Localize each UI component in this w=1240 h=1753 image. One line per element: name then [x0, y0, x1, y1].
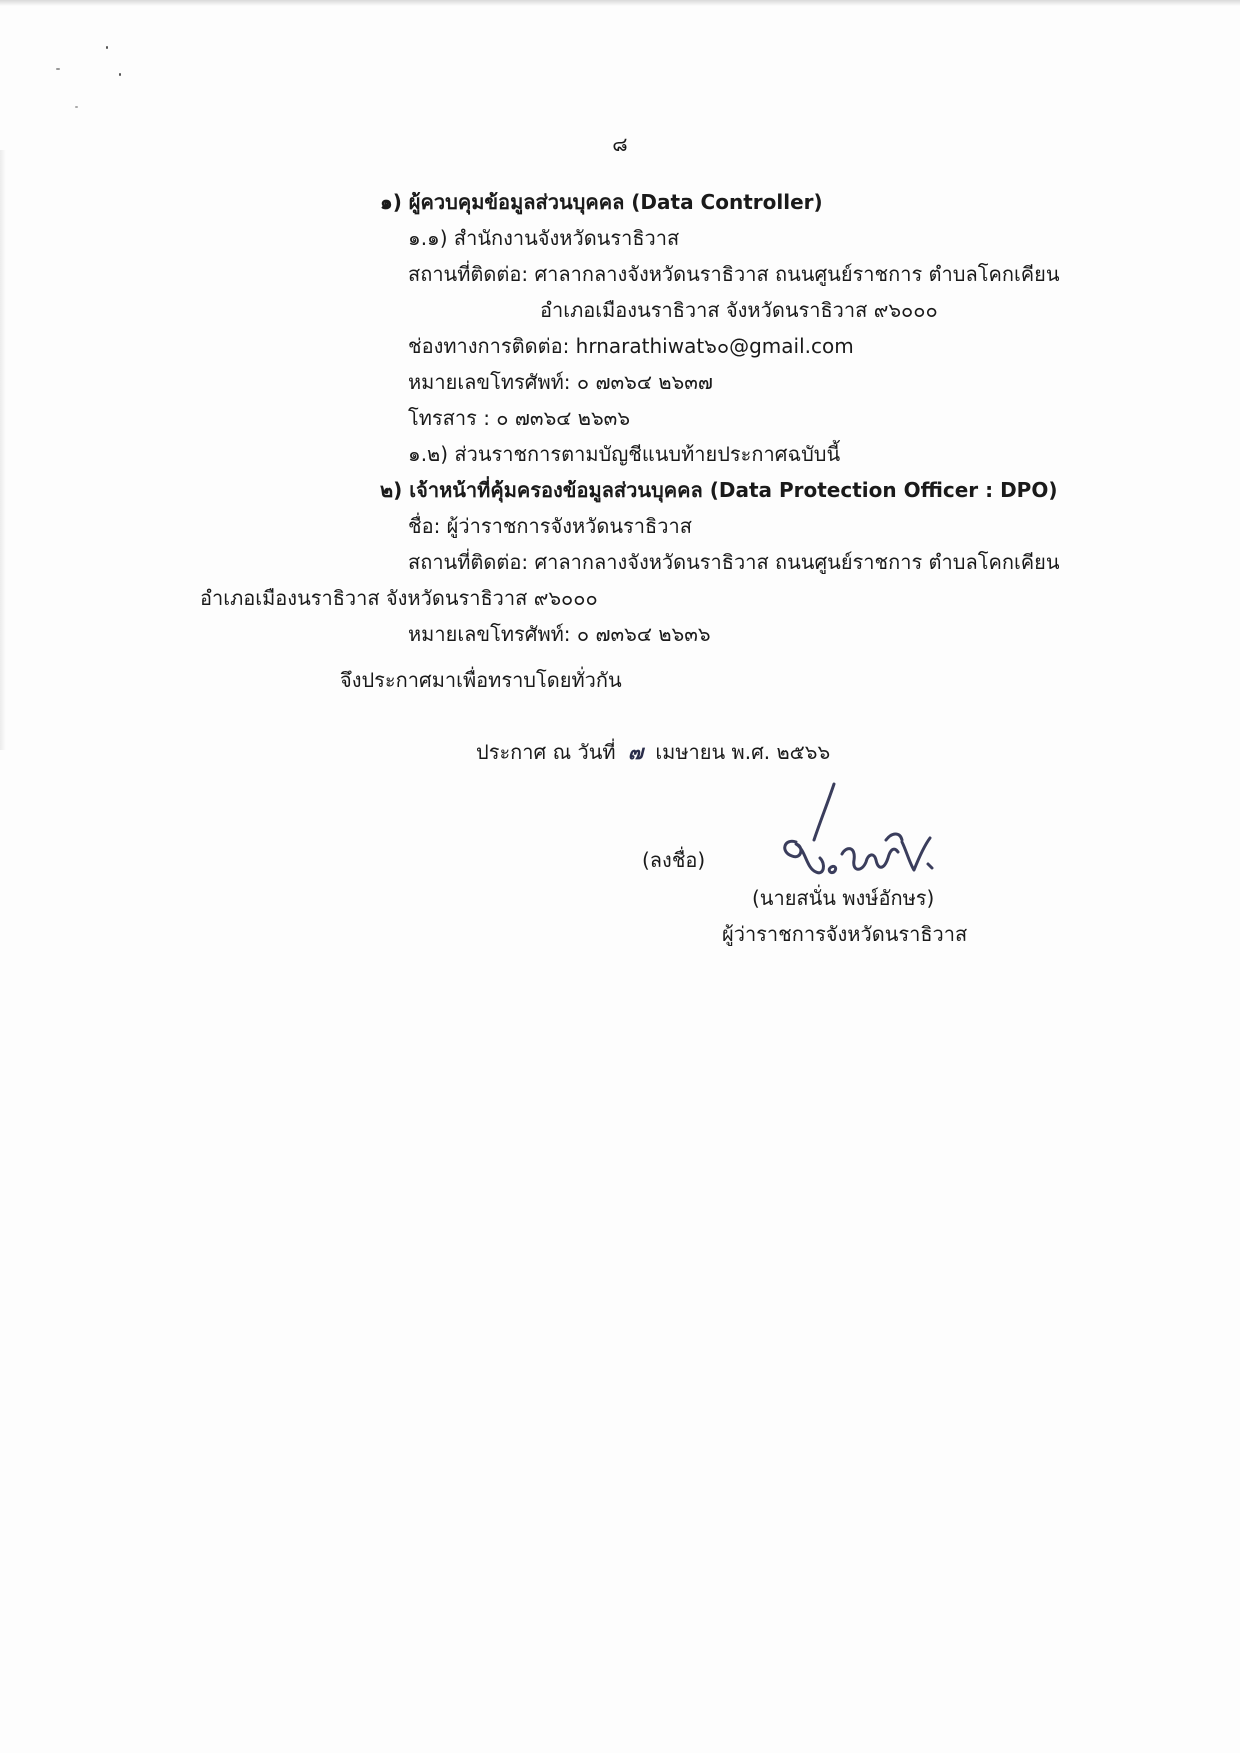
- section2-name: ชื่อ: ผู้ว่าราชการจังหวัดนราธิวาส: [408, 514, 692, 538]
- handwritten-signature: [776, 780, 956, 890]
- date-suffix: เมษายน พ.ศ. ๒๕๖๖: [655, 740, 831, 764]
- section2-phone: หมายเลขโทรศัพท์: ๐ ๗๓๖๔ ๒๖๓๖: [408, 622, 711, 646]
- date-line: [476, 738, 830, 766]
- section1-item-1-2: ๑.๒) ส่วนราชการตามบัญชีแนบท้ายประกาศฉบับนี้: [408, 442, 841, 466]
- scan-speck: [56, 68, 60, 70]
- scan-speck: [106, 46, 108, 49]
- date-day: ๗: [627, 740, 643, 764]
- section1-email: ช่องทางการติดต่อ: hrnarathiwat๖๐@gmail.com: [408, 334, 854, 358]
- scan-speck: [119, 73, 121, 76]
- section1-item-1-1: ๑.๑) สำนักงานจังหวัดนราธิวาส: [408, 226, 680, 250]
- section1-address-cont: อำเภอเมืองนราธิวาส จังหวัดนราธิวาส ๙๖๐๐๐: [540, 298, 938, 322]
- scan-edge-left: [0, 150, 6, 750]
- section1-heading: ๑) ผู้ควบคุมข้อมูลส่วนบุคคล (Data Controller): [380, 190, 823, 214]
- page-number: ๘: [612, 132, 628, 156]
- date-prefix: ประกาศ ณ วันที่: [476, 740, 616, 764]
- closing-statement: จึงประกาศมาเพื่อทราบโดยทั่วกัน: [340, 668, 622, 692]
- section1-phone: หมายเลขโทรศัพท์: ๐ ๗๓๖๔ ๒๖๓๗: [408, 370, 713, 394]
- section2-heading: ๒) เจ้าหน้าที่คุ้มครองข้อมูลส่วนบุคคล (Data Protection Officer : DPO): [380, 478, 1058, 502]
- section1-address: สถานที่ติดต่อ: ศาลากลางจังหวัดนราธิวาส ถนนศูนย์ราชการ ตำบลโคกเคียน: [408, 262, 1060, 286]
- section2-address: สถานที่ติดต่อ: ศาลากลางจังหวัดนราธิวาส ถนนศูนย์ราชการ ตำบลโคกเคียน: [408, 550, 1060, 574]
- section1-fax: โทรสาร : ๐ ๗๓๖๔ ๒๖๓๖: [408, 406, 631, 430]
- sign-label: (ลงชื่อ): [642, 848, 706, 872]
- signer-title: ผู้ว่าราชการจังหวัดนราธิวาส: [722, 922, 968, 946]
- section2-address-cont: อำเภอเมืองนราธิวาส จังหวัดนราธิวาส ๙๖๐๐๐: [200, 586, 598, 610]
- scan-speck: [75, 106, 78, 108]
- signer-name: (นายสนั่น พงษ์อักษร): [752, 886, 935, 910]
- scan-edge-top: [0, 0, 1240, 6]
